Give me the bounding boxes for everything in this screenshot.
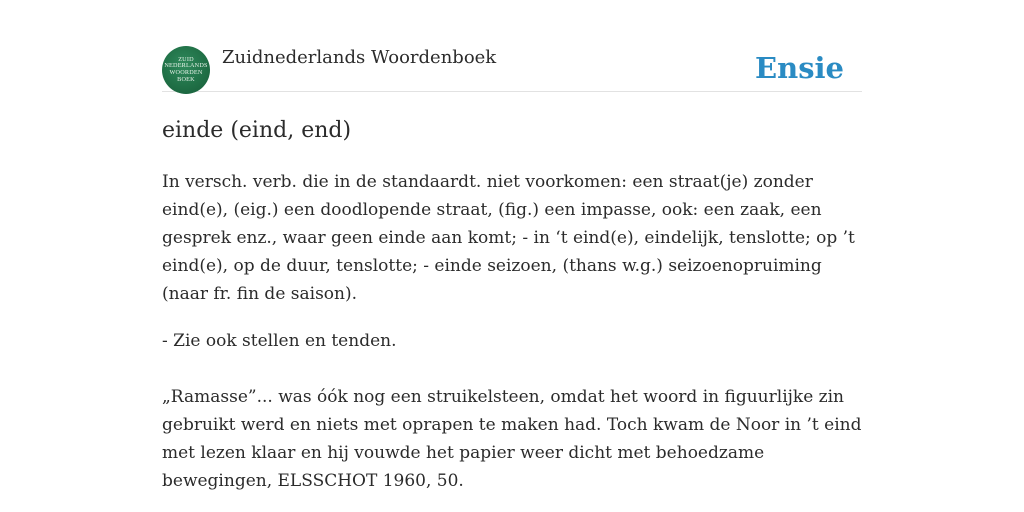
logo-text-line-1: ZUID <box>178 55 194 63</box>
entry-quote: „Ramasse”... was óók nog een struikelsteen, omdat het woord in figuurlijke zin gebruikt werd en niets met oprapen te maken had. Toch kwam de Noor in ’t eind met lezen klaar en hij vouwde het papier weer dicht met behoedzame bewegingen, ELSSCHOT 1960, 50. <box>162 387 862 491</box>
entry-see-also: - Zie ook stellen en tenden. <box>162 331 397 351</box>
logo-text-line-3: WOORDEN <box>169 69 203 76</box>
site-header <box>162 46 862 92</box>
logo-text-line-2: NEDERLANDS <box>164 62 208 70</box>
logo-text-line-4: BOEK <box>177 75 195 83</box>
entry-definition: In versch. verb. die in de standaardt. niet voorkomen: een straat(je) zonder eind(e), (eig.) een doodlopende straat, (fig.) een impasse, ook: een zaak, een gesprek enz., waar geen einde aan komt; - in ‘t eind(e), eindelijk, tenslotte; op ’t eind(e), op de duur, tenslotte; - einde seizoen, (thans w.g.) seizoenopruiming (naar fr. fin de saison). <box>162 172 855 304</box>
ensie-brand-link[interactable]: Ensie <box>755 51 844 85</box>
dictionary-logo[interactable] <box>162 46 210 94</box>
dictionary-name-link[interactable]: Zuidnederlands Woordenboek <box>222 47 497 68</box>
entry-headword: einde (eind, end) <box>162 118 352 143</box>
